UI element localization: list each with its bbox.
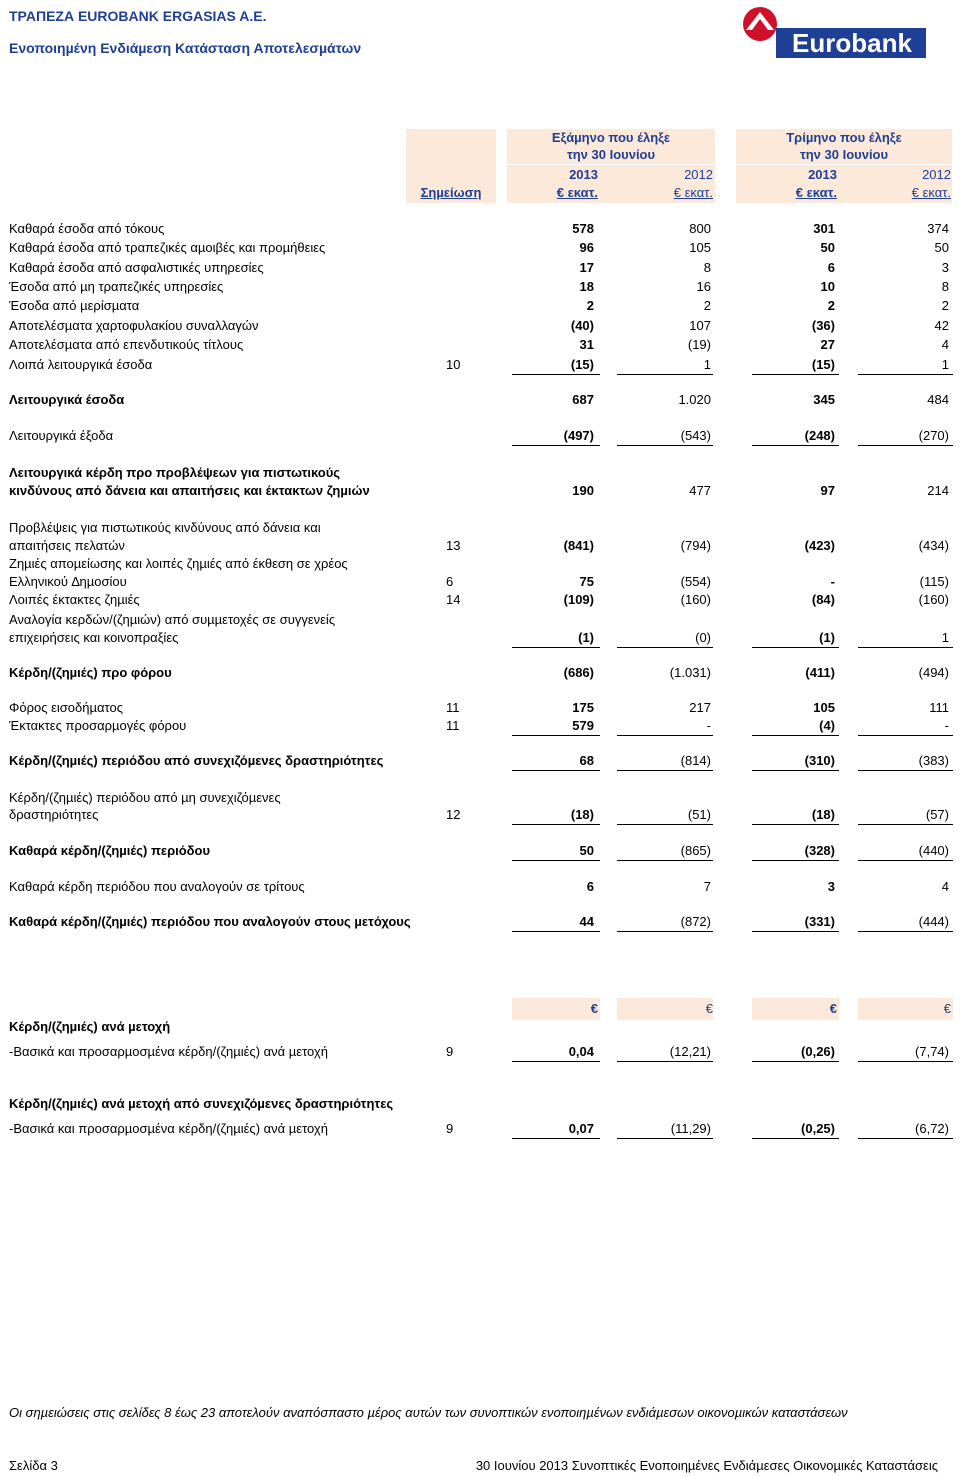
value-q2-2012: (434) — [918, 538, 949, 553]
value-h1-2012: - — [706, 718, 711, 733]
table-row — [0, 318, 960, 337]
value-q2-2013: (18) — [811, 807, 835, 822]
value-h1-2013: 175 — [572, 700, 594, 715]
value-h1-2012: (554) — [680, 574, 711, 589]
svg-text:Eurobank: Eurobank — [792, 28, 912, 58]
row-label: Λειτουργικά έσοδα — [9, 392, 125, 407]
value-h1-2012: (12,21) — [669, 1044, 711, 1059]
row-note: 14 — [446, 592, 461, 607]
value-h1-2013: (15) — [570, 357, 594, 372]
value-h1-2012: 105 — [689, 240, 711, 255]
row-label-line2: επιχειρήσεις και κοινοπραξίες — [9, 630, 179, 645]
value-q2-2013: 2 — [827, 298, 835, 313]
table-row — [0, 879, 960, 898]
value-h1-2013: 0,04 — [568, 1044, 594, 1059]
value-q2-2012: 1 — [941, 357, 949, 372]
row-label: Προβλέψεις για πιστωτικούς κινδύνους από δάνεια και — [9, 520, 321, 535]
table-row — [0, 279, 960, 298]
value-h1-2012: 107 — [689, 318, 711, 333]
value-h1-2012: 477 — [689, 483, 711, 498]
value-q2-2013: 10 — [820, 279, 835, 294]
value-q2-2012: (440) — [918, 843, 949, 858]
header-3m-line1: Τρίµηνο που έληξε — [786, 130, 902, 145]
row-label-line2: δραστηριότητες — [9, 807, 99, 822]
table-row — [0, 298, 960, 317]
row-label: Ζηµιές αποµείωσης και λοιπές ζηµιές από έκθεση σε χρέος — [9, 556, 348, 571]
value-h1-2012: (0) — [695, 630, 711, 645]
header-6m-line2: την 30 Ιουνίου — [566, 147, 656, 162]
value-h1-2013: 687 — [572, 392, 594, 407]
value-h1-2013: (40) — [570, 318, 594, 333]
row-note: 11 — [446, 718, 460, 733]
row-label: Έσοδα από µερίσµατα — [9, 298, 140, 313]
value-h1-2013: 50 — [579, 843, 594, 858]
table-row — [0, 612, 960, 631]
table-row-total — [0, 665, 960, 684]
value-q2-2013: - — [830, 574, 835, 589]
value-h1-2012: (872) — [680, 914, 711, 929]
row-label: Καθαρά κέρδη/(ζηµιές) περιόδου που αναλογούν στους µετόχους — [9, 914, 411, 929]
row-label: Έσοδα από µη τραπεζικές υπηρεσίες — [9, 279, 224, 294]
table-row — [0, 556, 960, 575]
value-q2-2012: 1 — [941, 630, 949, 645]
value-q2-2012: 4 — [941, 879, 949, 894]
value-q2-2012: (160) — [918, 592, 949, 607]
row-note: 13 — [446, 538, 461, 553]
value-q2-2012: 8 — [941, 279, 949, 294]
document-title: 30 Ιουνίου 2013 Συνοπτικές Ενοποιηµένες Ενδιάµεσες Οικονοµικές Καταστάσεις — [475, 1458, 938, 1473]
value-q2-2013: 3 — [827, 879, 835, 894]
value-q2-2013: (0,26) — [801, 1044, 835, 1059]
value-h1-2012: (11,29) — [670, 1121, 711, 1136]
header-year-3: 2013 — [808, 167, 837, 182]
value-q2-2012: 374 — [927, 221, 949, 236]
row-label: Καθαρά έσοδα από τόκους — [9, 221, 165, 236]
value-h1-2012: 1 — [703, 357, 711, 372]
table-row — [0, 221, 960, 240]
value-q2-2013: 301 — [813, 221, 835, 236]
row-label: -Βασικά και προσαρµοσµένα κέρδη/(ζηµιές) ανά µετοχή — [9, 1044, 328, 1059]
row-label: Αναλογία κερδών/(ζηµιών) από συµµετοχές σε συγγενείς — [9, 612, 336, 627]
row-label: Φόρος εισοδήµατος — [9, 700, 123, 715]
eps-currency-2: € — [705, 1001, 713, 1016]
value-q2-2013: (328) — [804, 843, 835, 858]
eps-currency-4: € — [943, 1001, 951, 1016]
row-note: 12 — [446, 807, 461, 822]
value-h1-2013: (686) — [563, 665, 594, 680]
value-q2-2013: (15) — [811, 357, 835, 372]
eps-currency-3: € — [829, 1001, 837, 1016]
row-note: 11 — [446, 700, 460, 715]
value-q2-2012: 4 — [941, 337, 949, 352]
value-q2-2013: 6 — [827, 260, 835, 275]
value-h1-2012: 217 — [689, 700, 711, 715]
value-h1-2012: 16 — [696, 279, 711, 294]
value-h1-2013: (109) — [563, 592, 594, 607]
row-label: Λειτουργικά κέρδη προ προβλέψεων για πιστωτικούς — [9, 465, 341, 480]
value-q2-2013: (84) — [811, 592, 835, 607]
table-row — [0, 574, 960, 593]
table-row — [0, 592, 960, 611]
value-q2-2012: (57) — [925, 807, 949, 822]
value-h1-2013: 6 — [586, 879, 594, 894]
value-q2-2012: 50 — [934, 240, 949, 255]
value-h1-2012: (543) — [680, 428, 711, 443]
value-q2-2012: 111 — [929, 700, 949, 715]
value-h1-2013: 2 — [586, 298, 594, 313]
value-q2-2012: 42 — [934, 318, 949, 333]
table-row — [0, 337, 960, 356]
value-q2-2012: (115) — [919, 574, 949, 589]
value-h1-2012: (794) — [680, 538, 711, 553]
row-label: Λοιπές έκτακτες ζηµιές — [9, 592, 140, 607]
value-h1-2013: 18 — [579, 279, 594, 294]
eps-currency-1: € — [590, 1001, 598, 1016]
value-q2-2012: (494) — [918, 665, 949, 680]
value-q2-2012: 2 — [941, 298, 949, 313]
value-q2-2013: (0,25) — [801, 1121, 835, 1136]
row-label: Καθαρά έσοδα από τραπεζικές αµοιβές και προµήθειες — [9, 240, 326, 255]
page-number: Σελίδα 3 — [9, 1458, 58, 1473]
row-label: Έκτακτες προσαρµογές φόρου — [9, 718, 187, 733]
row-label-line2: απαιτήσεις πελατών — [9, 538, 125, 553]
company-name: ΤΡΑΠΕΖΑ EUROBANK ERGASIAS A.E. — [9, 8, 267, 24]
table-row — [0, 520, 960, 539]
header-note: Σηµείωση — [420, 185, 482, 200]
row-note: 6 — [446, 574, 454, 589]
header-3m-line2: την 30 Ιουνίου — [799, 147, 889, 162]
row-label-line2: Ελληνικού ∆ηµοσίου — [9, 574, 127, 589]
table-row — [0, 260, 960, 279]
table-row-total — [0, 465, 960, 484]
value-q2-2013: (310) — [804, 753, 835, 768]
row-label: Λειτουργικά έξοδα — [9, 428, 114, 443]
table-row — [0, 240, 960, 259]
value-h1-2013: 578 — [572, 221, 594, 236]
eps-section-title: Κέρδη/(ζηµιές) ανά µετοχή — [9, 1019, 171, 1034]
header-6m-line1: Εξάµηνο που έληξε — [551, 130, 671, 145]
value-q2-2012: 214 — [927, 483, 949, 498]
value-q2-2012: 484 — [927, 392, 949, 407]
value-h1-2013: (841) — [563, 538, 594, 553]
row-label: Αποτελέσµατα από επενδυτικούς τίτλους — [9, 337, 244, 352]
value-h1-2012: (1.031) — [669, 665, 711, 680]
value-q2-2012: (444) — [918, 914, 949, 929]
header-unit-1: € εκατ. — [556, 185, 598, 200]
value-h1-2013: 17 — [579, 260, 594, 275]
value-h1-2012: (160) — [680, 592, 711, 607]
value-h1-2013: 31 — [579, 337, 594, 352]
value-q2-2013: (248) — [804, 428, 835, 443]
value-h1-2013: 96 — [579, 240, 594, 255]
value-q2-2013: (1) — [819, 630, 835, 645]
eurobank-logo — [736, 4, 928, 60]
value-q2-2013: 105 — [813, 700, 835, 715]
value-h1-2013: 579 — [572, 718, 594, 733]
value-q2-2012: (383) — [918, 753, 949, 768]
value-h1-2013: 0,07 — [568, 1121, 594, 1136]
value-h1-2013: (1) — [578, 630, 594, 645]
value-h1-2012: (865) — [680, 843, 711, 858]
row-label: Καθαρά κέρδη περιόδου που αναλογούν σε τρίτους — [9, 879, 305, 894]
value-q2-2013: (331) — [804, 914, 835, 929]
value-h1-2012: 7 — [703, 879, 711, 894]
row-note: 10 — [446, 357, 461, 372]
row-label: Καθαρά κέρδη/(ζηµιές) περιόδου — [9, 843, 211, 858]
statement-title: Ενοποιηµένη Ενδιάµεση Κατάσταση Αποτελεσµάτων — [9, 40, 362, 56]
value-q2-2013: (411) — [805, 665, 835, 680]
value-q2-2013: 50 — [820, 240, 835, 255]
table-row — [0, 700, 960, 719]
value-q2-2013: (36) — [811, 318, 835, 333]
header-unit-3: € εκατ. — [795, 185, 837, 200]
value-q2-2012: (6,72) — [915, 1121, 949, 1136]
row-label: Κέρδη/(ζηµιές) περιόδου από µη συνεχιζόµενες — [9, 790, 281, 805]
value-q2-2012: (270) — [918, 428, 949, 443]
value-q2-2012: (7,74) — [915, 1044, 949, 1059]
row-label-line2: κινδύνους από δάνεια και απαιτήσεις και έκτακτων ζηµιών — [9, 483, 370, 498]
row-label: Κέρδη/(ζηµιές) περιόδου από συνεχιζόµενες δραστηριότητες — [9, 753, 384, 768]
value-h1-2012: 2 — [703, 298, 711, 313]
value-q2-2013: 27 — [820, 337, 835, 352]
table-row — [0, 538, 960, 557]
value-q2-2013: 345 — [813, 392, 835, 407]
value-h1-2013: 190 — [572, 483, 594, 498]
value-h1-2012: (51) — [687, 807, 711, 822]
value-h1-2012: 8 — [703, 260, 711, 275]
value-h1-2013: 44 — [579, 914, 594, 929]
value-h1-2012: 1.020 — [678, 392, 711, 407]
row-label: -Βασικά και προσαρµοσµένα κέρδη/(ζηµιές) ανά µετοχή — [9, 1121, 328, 1136]
header-year-2: 2012 — [684, 167, 713, 182]
header-unit-4: € εκατ. — [911, 185, 951, 200]
header-unit-2: € εκατ. — [673, 185, 713, 200]
table-row-total — [0, 392, 960, 411]
row-label: Κέρδη/(ζηµιές) προ φόρου — [9, 665, 172, 680]
row-note: 9 — [446, 1121, 454, 1136]
value-h1-2013: 68 — [579, 753, 594, 768]
row-note: 9 — [446, 1044, 454, 1059]
row-label: Λοιπά λειτουργικά έσοδα — [9, 357, 153, 372]
header-year-4: 2012 — [922, 167, 951, 182]
value-h1-2012: 800 — [689, 221, 711, 236]
value-q2-2012: - — [944, 718, 949, 733]
value-h1-2012: (814) — [680, 753, 711, 768]
footnote: Οι σηµειώσεις στις σελίδες 8 έως 23 αποτελούν αναπόσπαστο µέρος αυτών των συνοπτικών ενοποιηµένων ενδιάµεσων οικονοµικών καταστάσεων — [9, 1405, 848, 1420]
value-h1-2013: 75 — [579, 574, 594, 589]
header-year-1: 2013 — [569, 167, 598, 182]
value-q2-2013: (423) — [804, 538, 835, 553]
value-q2-2013: 97 — [820, 483, 835, 498]
value-q2-2013: (4) — [819, 718, 835, 733]
table-row-total — [0, 483, 960, 502]
value-h1-2013: (18) — [570, 807, 594, 822]
value-q2-2012: 3 — [941, 260, 949, 275]
value-h1-2012: (19) — [687, 337, 711, 352]
value-h1-2013: (497) — [563, 428, 594, 443]
eps-section-title: Κέρδη/(ζηµιές) ανά µετοχή από συνεχιζόµενες δραστηριότητες — [9, 1096, 394, 1111]
row-label: Αποτελέσµατα χαρτοφυλακίου συναλλαγών — [9, 318, 259, 333]
row-label: Καθαρά έσοδα από ασφαλιστικές υπηρεσίες — [9, 260, 264, 275]
